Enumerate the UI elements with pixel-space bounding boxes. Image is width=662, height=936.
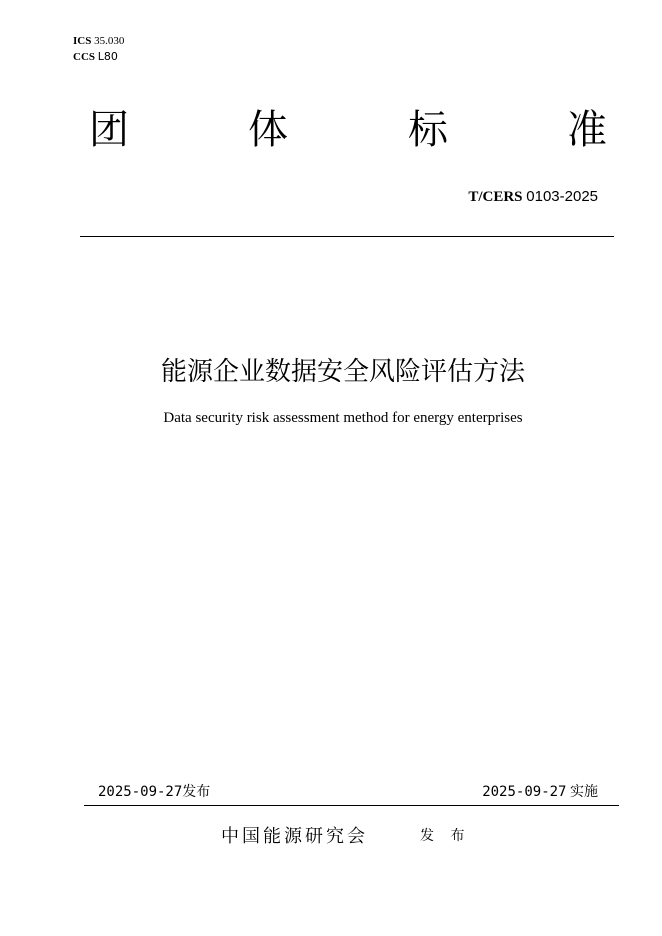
standard-number <box>468 188 598 206</box>
publish-label: 发 布 <box>420 828 471 844</box>
implement-date: 2025-09-27 <box>482 784 567 800</box>
issue-date: 2025-09-27 <box>98 784 183 800</box>
ics-line <box>73 33 124 49</box>
publisher-name: 中国能源研究会 <box>221 826 368 847</box>
document-title-chinese: 能源企业数据安全风险评估方法 <box>160 357 525 387</box>
document-title-english: Data security risk assessment method for energy enterprises <box>163 410 523 426</box>
heading-char-4: 准 <box>567 107 607 153</box>
issue-date-block <box>98 781 210 801</box>
standard-code: 0103-2025 <box>526 188 598 205</box>
heading-char-2: 体 <box>248 107 288 153</box>
top-divider <box>80 236 614 237</box>
heading-char-1: 团 <box>89 107 129 153</box>
classification-codes <box>73 33 124 65</box>
issue-label: 发布 <box>182 784 211 800</box>
implement-date-block <box>482 781 598 801</box>
ccs-line <box>73 49 124 65</box>
bottom-divider <box>84 805 619 806</box>
heading-char-3: 标 <box>408 107 448 153</box>
implement-label: 实施 <box>570 784 598 800</box>
standard-prefix: T/CERS <box>468 189 523 205</box>
ccs-label: CCS <box>73 51 96 63</box>
ics-label: ICS <box>73 35 92 47</box>
ccs-code: L80 <box>97 50 118 63</box>
ics-code: 35.030 <box>94 35 125 47</box>
